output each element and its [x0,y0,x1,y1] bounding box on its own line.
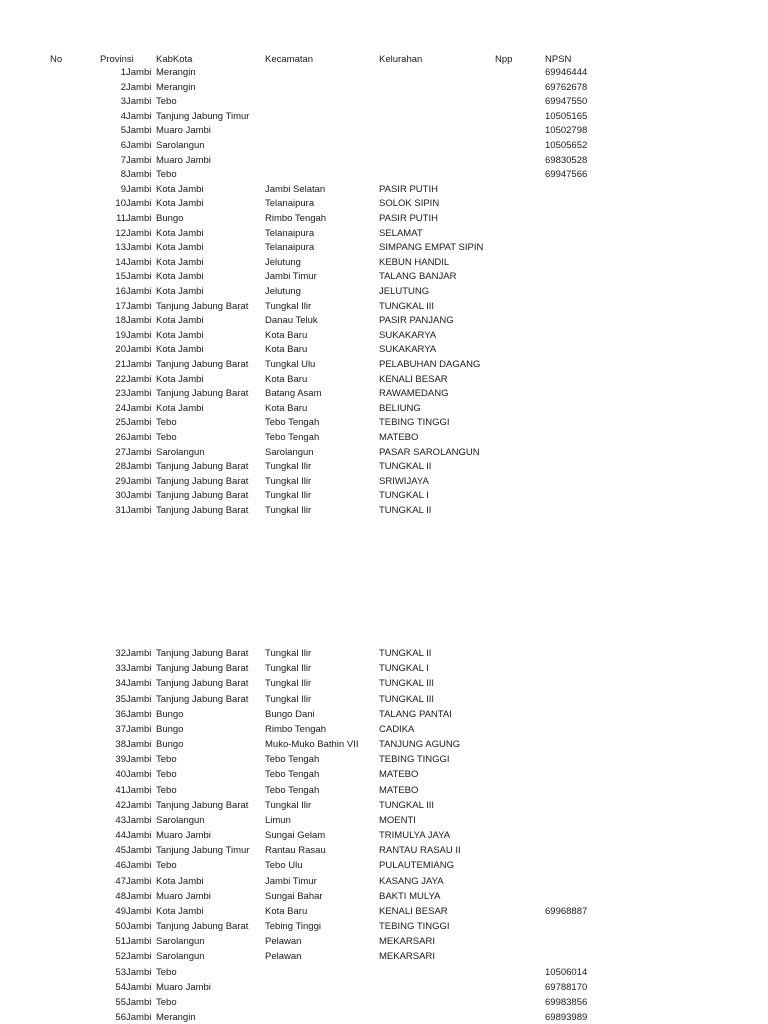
cell-provinsi: Jambi [126,648,152,659]
cell-provinsi: Jambi [126,227,152,239]
cell-kecamatan: Kota Baru [265,905,308,917]
cell-kecamatan: Tungkal Ilir [265,490,312,502]
header-npsn: NPSN [545,54,572,65]
cell-no: 34 [115,678,126,690]
cell-no: 54 [115,981,126,993]
cell-no: 51 [115,936,126,948]
cell-kecamatan: Pelawan [265,936,302,948]
cell-no: 2 [120,81,126,93]
cell-kelurahan: TRIMULYA JAYA [379,830,451,842]
cell-provinsi: Jambi [126,739,152,751]
cell-kecamatan: Kota Baru [265,373,308,385]
cell-kabkota: Tanjung Jabung Barat [156,388,249,400]
cell-kecamatan: Tungkal Ilir [265,693,312,705]
cell-kelurahan: SIMPANG EMPAT SIPIN [379,242,484,254]
cell-provinsi: Jambi [126,388,152,400]
cell-no: 18 [115,315,126,327]
cell-no: 38 [115,739,126,751]
cell-kabkota: Kota Jambi [156,256,204,268]
cell-no: 20 [115,344,126,356]
cell-kabkota: Sarolangun [156,936,205,948]
cell-no: 52 [115,951,126,963]
cell-no: 16 [115,286,126,297]
cell-kelurahan: PELABUHAN DAGANG [379,359,481,370]
cell-provinsi: Jambi [126,890,152,902]
cell-no: 10 [115,198,126,210]
cell-kelurahan: TUNGKAL II [379,461,432,473]
cell-no: 32 [115,648,126,659]
cell-provinsi: Jambi [126,1012,152,1024]
cell-no: 42 [115,799,126,811]
cell-kecamatan: Tungkal Ilir [265,678,312,690]
cell-no: 31 [115,505,126,516]
cell-provinsi: Jambi [126,373,152,385]
cell-kelurahan: MOENTI [379,814,416,826]
cell-provinsi: Jambi [126,830,152,842]
cell-kelurahan: KASANG JAYA [379,875,444,887]
cell-no: 29 [115,475,126,487]
cell-provinsi: Jambi [126,936,152,948]
cell-kabkota: Tebo [156,169,177,181]
cell-kabkota: Tebo [156,432,177,443]
cell-kecamatan: Rantau Rasau [265,845,326,857]
cell-provinsi: Jambi [126,110,152,122]
cell-no: 22 [115,373,126,385]
cell-kecamatan: Muko-Muko Bathin VII [265,739,359,751]
cell-provinsi: Jambi [126,242,152,254]
cell-kabkota: Kota Jambi [156,286,204,297]
cell-provinsi: Jambi [126,125,152,137]
cell-kelurahan: PULAUTEMIANG [379,860,454,872]
cell-provinsi: Jambi [126,183,152,195]
cell-kecamatan: Telanaipura [265,198,315,210]
cell-no: 14 [115,256,126,268]
cell-npsn: 69830528 [545,154,588,166]
cell-provinsi: Jambi [126,663,152,675]
cell-kelurahan: PASIR PUTIH [379,183,438,195]
cell-kabkota: Sarolangun [156,140,205,151]
cell-provinsi: Jambi [126,213,152,224]
cell-kabkota: Tebo [156,96,177,108]
cell-kelurahan: PASIR PUTIH [379,213,438,224]
cell-kelurahan: PASIR PANJANG [379,315,454,327]
cell-no: 53 [115,966,126,978]
cell-kabkota: Tanjung Jabung Barat [156,693,249,705]
cell-kabkota: Tanjung Jabung Barat [156,505,249,516]
cell-npsn: 69947550 [545,96,588,108]
cell-npsn: 69946444 [545,67,588,78]
cell-provinsi: Jambi [126,875,152,887]
cell-kelurahan: BAKTI MULYA [379,890,441,902]
cell-kecamatan: Telanaipura [265,242,315,254]
cell-kelurahan: RANTAU RASAU II [379,845,461,857]
cell-no: 40 [115,769,126,781]
cell-kecamatan: Tebo Tengah [265,754,320,766]
cell-kelurahan: KEBUN HANDIL [379,256,450,268]
cell-kecamatan: Tungkal Ilir [265,648,312,659]
cell-provinsi: Jambi [126,693,152,705]
cell-no: 15 [115,271,126,283]
cell-npsn: 69762678 [545,81,588,93]
cell-provinsi: Jambi [126,344,152,356]
cell-kabkota: Tanjung Jabung Barat [156,799,249,811]
cell-kabkota: Muaro Jambi [156,125,211,137]
cell-kelurahan: MEKARSARI [379,936,435,948]
cell-npsn: 69983856 [545,996,588,1008]
cell-provinsi: Jambi [126,905,152,917]
cell-npsn: 10502798 [545,125,588,137]
cell-kabkota: Muaro Jambi [156,154,211,166]
cell-provinsi: Jambi [126,417,152,429]
cell-kelurahan: SUKAKARYA [379,329,437,341]
cell-kabkota: Tanjung Jabung Barat [156,461,249,473]
cell-no: 44 [115,830,126,842]
cell-kecamatan: Jambi Timur [265,271,317,283]
cell-kelurahan: KENALI BESAR [379,373,448,385]
cell-kabkota: Tanjung Jabung Barat [156,921,249,933]
cell-no: 6 [120,140,126,151]
cell-provinsi: Jambi [126,315,152,327]
cell-kecamatan: Jambi Timur [265,875,317,887]
cell-kelurahan: BELIUNG [379,402,421,414]
cell-kabkota: Muaro Jambi [156,981,211,993]
cell-kelurahan: TUNGKAL III [379,300,435,312]
cell-kecamatan: Rimbo Tengah [265,723,327,735]
cell-kabkota: Kota Jambi [156,329,204,341]
cell-provinsi: Jambi [126,505,152,516]
cell-provinsi: Jambi [126,359,152,370]
cell-kecamatan: Tebo Tengah [265,769,320,781]
cell-provinsi: Jambi [126,256,152,268]
cell-provinsi: Jambi [126,140,152,151]
header-kabkota: KabKota [156,54,193,65]
cell-no: 8 [120,169,126,181]
cell-provinsi: Jambi [126,921,152,933]
cell-kelurahan: CADIKA [379,723,415,735]
cell-npsn: 10505652 [545,140,588,151]
cell-kecamatan: Rimbo Tengah [265,213,327,224]
cell-no: 49 [115,905,126,917]
cell-no: 21 [115,359,126,370]
cell-kabkota: Bungo [156,739,184,751]
cell-kabkota: Tebo [156,996,177,1008]
cell-no: 39 [115,754,126,766]
cell-kecamatan: Kota Baru [265,329,308,341]
cell-kecamatan: Danau Teluk [265,315,318,327]
cell-provinsi: Jambi [126,981,152,993]
cell-provinsi: Jambi [126,432,152,443]
cell-kelurahan: PASAR SAROLANGUN [379,446,480,458]
cell-provinsi: Jambi [126,169,152,181]
cell-kecamatan: Tungkal Ilir [265,475,312,487]
cell-provinsi: Jambi [126,300,152,312]
cell-kecamatan: Tungkal Ilir [265,663,312,675]
cell-kabkota: Tanjung Jabung Barat [156,300,249,312]
cell-provinsi: Jambi [126,784,152,796]
cell-kecamatan: Jambi Selatan [265,183,326,195]
cell-no: 45 [115,845,126,857]
cell-no: 12 [115,227,126,239]
cell-kecamatan: Kota Baru [265,344,308,356]
cell-kecamatan: Tungkal Ulu [265,359,316,370]
cell-provinsi: Jambi [126,769,152,781]
cell-kabkota: Sarolangun [156,814,205,826]
header-kecamatan: Kecamatan [265,54,314,65]
cell-kecamatan: Tebo Tengah [265,784,320,796]
cell-kelurahan: MEKARSARI [379,951,435,963]
cell-kabkota: Kota Jambi [156,905,204,917]
header-kelurahan: Kelurahan [379,54,423,65]
cell-provinsi: Jambi [126,329,152,341]
cell-kelurahan: MATEBO [379,432,419,443]
cell-kelurahan: TUNGKAL II [379,648,432,659]
cell-kabkota: Kota Jambi [156,875,204,887]
cell-kecamatan: Tungkal Ilir [265,505,312,516]
cell-kabkota: Sarolangun [156,951,205,963]
cell-kecamatan: Pelawan [265,951,302,963]
cell-kabkota: Bungo [156,723,184,735]
cell-provinsi: Jambi [126,67,152,78]
cell-no: 4 [120,110,126,122]
cell-kecamatan: Sarolangun [265,446,314,458]
cell-kecamatan: Tungkal Ilir [265,300,312,312]
cell-kecamatan: Telanaipura [265,227,315,239]
cell-provinsi: Jambi [126,966,152,978]
cell-kelurahan: RAWAMEDANG [379,388,449,400]
cell-kecamatan: Jelutung [265,256,301,268]
cell-kabkota: Kota Jambi [156,227,204,239]
cell-provinsi: Jambi [126,678,152,690]
cell-kabkota: Kota Jambi [156,183,204,195]
cell-kelurahan: TUNGKAL I [379,490,429,502]
cell-kelurahan: TUNGKAL II [379,505,432,516]
cell-kabkota: Merangin [156,1012,196,1024]
cell-no: 25 [115,417,126,429]
cell-provinsi: Jambi [126,81,152,93]
cell-no: 30 [115,490,126,502]
cell-kecamatan: Limun [265,814,291,826]
cell-no: 3 [120,96,126,108]
cell-provinsi: Jambi [126,799,152,811]
cell-provinsi: Jambi [126,708,152,720]
cell-provinsi: Jambi [126,96,152,108]
cell-provinsi: Jambi [126,845,152,857]
cell-kelurahan: TALANG PANTAI [379,708,452,720]
cell-no: 9 [120,183,126,195]
cell-kabkota: Tanjung Jabung Timur [156,110,250,122]
cell-no: 35 [115,693,126,705]
cell-kabkota: Tebo [156,769,177,781]
cell-kelurahan: TEBING TINGGI [379,754,450,766]
cell-provinsi: Jambi [126,996,152,1008]
cell-no: 46 [115,860,126,872]
cell-no: 48 [115,890,126,902]
header-no: No [50,54,63,65]
cell-provinsi: Jambi [126,490,152,502]
cell-provinsi: Jambi [126,198,152,210]
cell-kecamatan: Tungkal Ilir [265,799,312,811]
cell-kelurahan: TEBING TINGGI [379,921,450,933]
cell-kelurahan: TUNGKAL III [379,678,435,690]
cell-provinsi: Jambi [126,951,152,963]
cell-kabkota: Bungo [156,708,184,720]
cell-kecamatan: Tebo Tengah [265,432,320,443]
cell-no: 33 [115,663,126,675]
cell-provinsi: Jambi [126,860,152,872]
cell-kelurahan: JELUTUNG [379,286,430,297]
cell-kecamatan: Tebo Tengah [265,417,320,429]
cell-no: 43 [115,814,126,826]
cell-npsn: 69893989 [545,1012,588,1024]
cell-provinsi: Jambi [126,402,152,414]
cell-kabkota: Kota Jambi [156,271,204,283]
cell-no: 13 [115,242,126,254]
cell-no: 26 [115,432,126,443]
cell-no: 1 [120,67,126,78]
cell-no: 7 [120,154,126,166]
cell-kabkota: Kota Jambi [156,402,204,414]
cell-kecamatan: Kota Baru [265,402,308,414]
cell-kabkota: Tanjung Jabung Timur [156,845,250,857]
cell-provinsi: Jambi [126,461,152,473]
cell-kelurahan: TEBING TINGGI [379,417,450,429]
cell-kabkota: Muaro Jambi [156,890,211,902]
cell-npsn: 10505165 [545,110,588,122]
cell-no: 55 [115,996,126,1008]
cell-no: 47 [115,875,126,887]
cell-provinsi: Jambi [126,271,152,283]
cell-no: 19 [115,329,126,341]
cell-kabkota: Tanjung Jabung Barat [156,475,249,487]
cell-no: 27 [115,446,126,458]
cell-kabkota: Kota Jambi [156,373,204,385]
cell-kabkota: Sarolangun [156,446,205,458]
cell-no: 24 [115,402,126,414]
cell-no: 36 [115,708,126,720]
cell-kabkota: Tanjung Jabung Barat [156,490,249,502]
cell-provinsi: Jambi [126,154,152,166]
cell-kecamatan: Batang Asam [265,388,322,400]
cell-provinsi: Jambi [126,446,152,458]
header-provinsi: Provinsi [100,54,134,65]
cell-kabkota: Tanjung Jabung Barat [156,359,249,370]
cell-npsn: 69788170 [545,981,588,993]
cell-kecamatan: Sungai Bahar [265,890,323,902]
cell-kecamatan: Tebo Ulu [265,860,303,872]
cell-kabkota: Bungo [156,213,184,224]
cell-kecamatan: Bungo Dani [265,708,315,720]
cell-kelurahan: TANJUNG AGUNG [379,739,461,751]
cell-kabkota: Kota Jambi [156,315,204,327]
cell-kecamatan: Tebing Tinggi [265,921,321,933]
cell-kelurahan: TUNGKAL I [379,663,429,675]
cell-kecamatan: Sungai Gelam [265,830,326,842]
cell-kelurahan: TUNGKAL III [379,799,435,811]
cell-no: 41 [115,784,126,796]
cell-kabkota: Tebo [156,417,177,429]
cell-kelurahan: TUNGKAL III [379,693,435,705]
cell-no: 17 [115,300,126,312]
cell-kelurahan: MATEBO [379,784,419,796]
cell-kabkota: Tanjung Jabung Barat [156,663,249,675]
cell-npsn: 10506014 [545,966,588,978]
cell-provinsi: Jambi [126,475,152,487]
cell-kecamatan: Jelutung [265,286,301,297]
cell-no: 50 [115,921,126,933]
cell-kelurahan: MATEBO [379,769,419,781]
cell-no: 28 [115,461,126,473]
cell-kabkota: Kota Jambi [156,344,204,356]
cell-kabkota: Muaro Jambi [156,830,211,842]
header-npp: Npp [495,54,513,65]
cell-kelurahan: SELAMAT [379,227,423,239]
cell-kabkota: Tanjung Jabung Barat [156,678,249,690]
cell-kelurahan: TALANG BANJAR [379,271,457,283]
cell-provinsi: Jambi [126,723,152,735]
cell-no: 11 [116,213,126,224]
cell-kelurahan: SRIWIJAYA [379,475,429,487]
cell-npsn: 69968887 [545,905,588,917]
cell-kelurahan: KENALI BESAR [379,905,448,917]
cell-provinsi: Jambi [126,754,152,766]
cell-kabkota: Merangin [156,81,196,93]
cell-npsn: 69947566 [545,169,588,181]
cell-provinsi: Jambi [126,286,152,297]
cell-kecamatan: Tungkal Ilir [265,461,312,473]
cell-kabkota: Tanjung Jabung Barat [156,648,249,659]
cell-kabkota: Merangin [156,67,196,78]
cell-kabkota: Tebo [156,784,177,796]
cell-no: 56 [115,1012,126,1024]
cell-kelurahan: SUKAKARYA [379,344,437,356]
cell-no: 37 [115,723,126,735]
cell-kabkota: Tebo [156,860,177,872]
cell-provinsi: Jambi [126,814,152,826]
cell-kabkota: Kota Jambi [156,198,204,210]
cell-kelurahan: SOLOK SIPIN [379,198,440,210]
cell-kabkota: Kota Jambi [156,242,204,254]
cell-no: 5 [120,125,126,137]
cell-kabkota: Tebo [156,966,177,978]
cell-no: 23 [115,388,126,400]
cell-kabkota: Tebo [156,754,177,766]
